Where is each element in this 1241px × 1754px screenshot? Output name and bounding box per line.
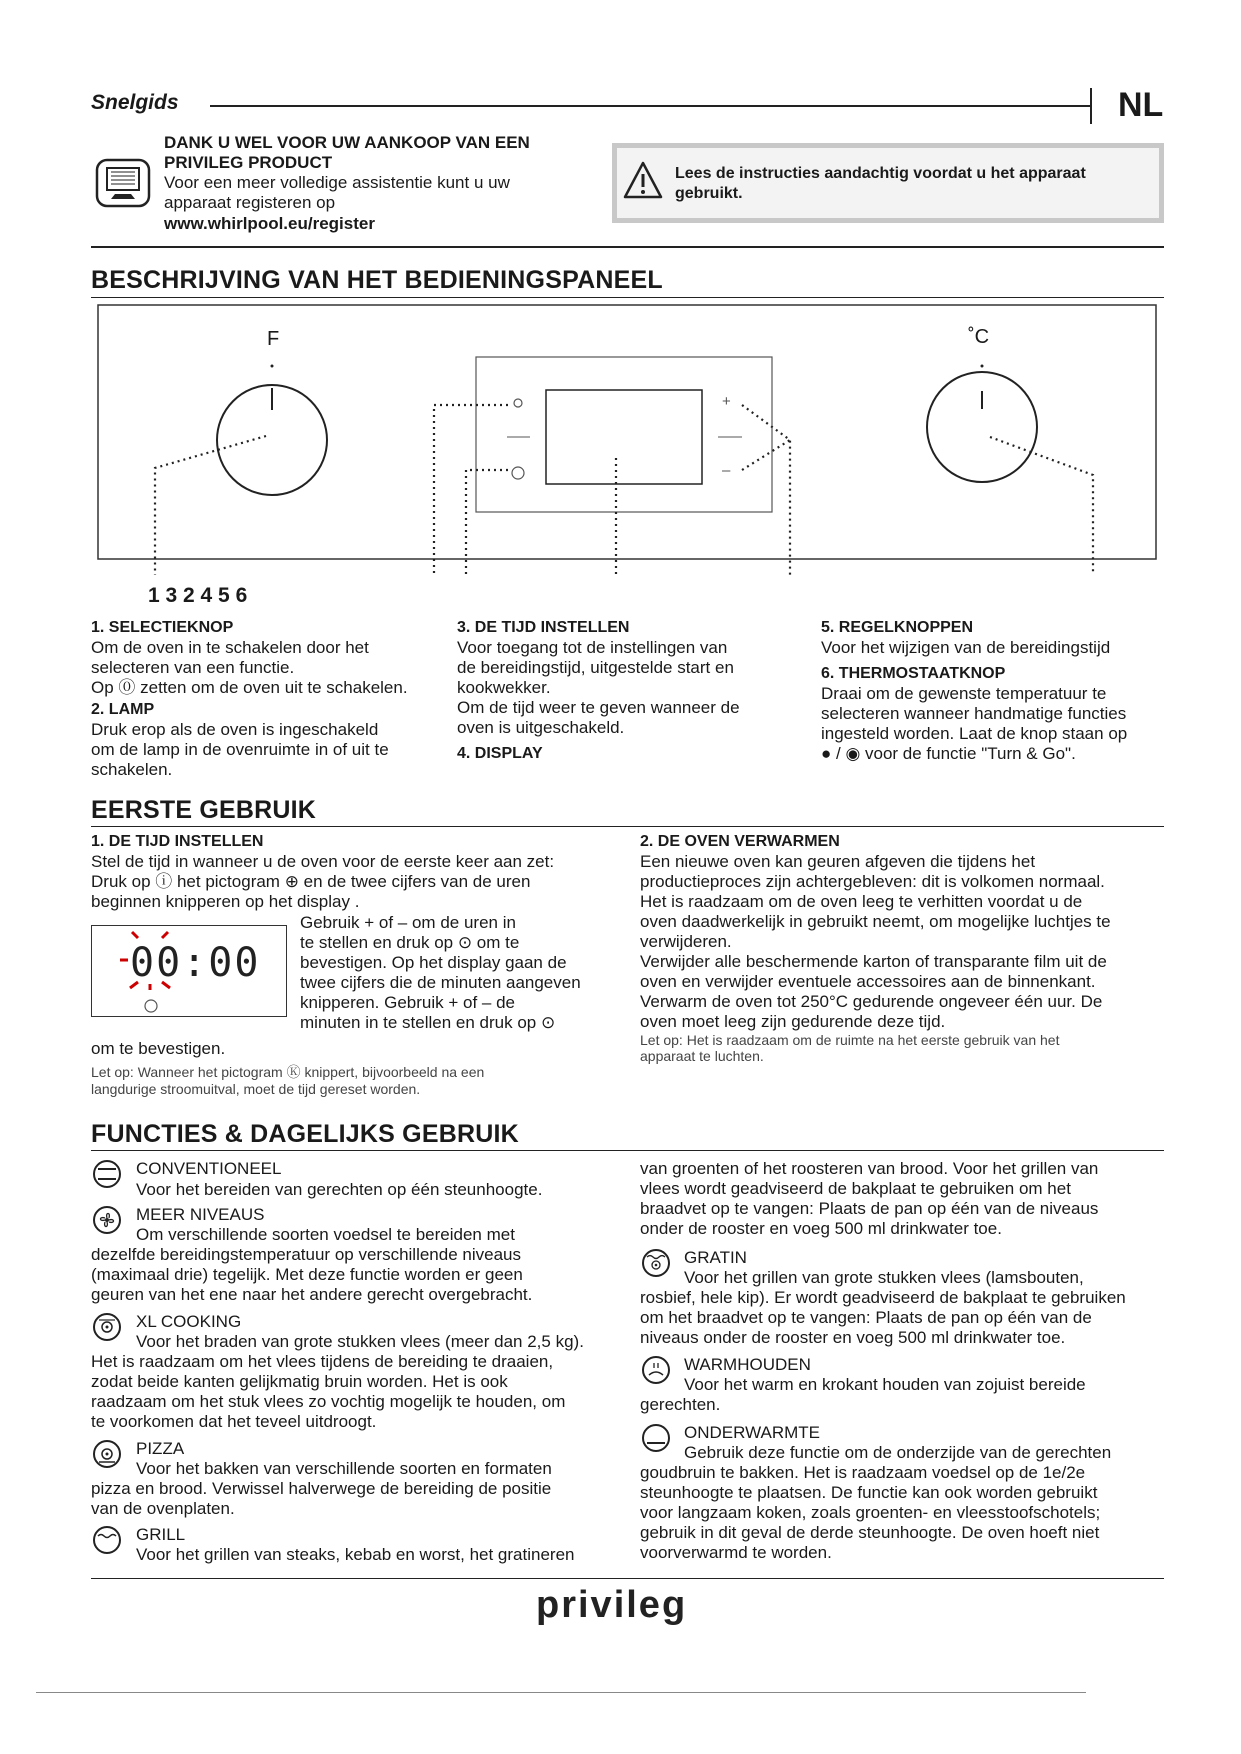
function-desc: vlees wordt geadviseerd de bakplaat te gebruiken om het	[640, 1179, 1071, 1198]
preheat-line: productieproces zijn achtergebleven: dit is volkomen normaal.	[640, 872, 1105, 891]
function-desc: gerechten.	[640, 1395, 721, 1414]
item3-line: Voor toegang tot de instellingen van	[457, 638, 728, 657]
section-title-first-use: EERSTE GEBRUIK	[91, 796, 317, 824]
item2-line: om de lamp in de ovenruimte in of uit te	[91, 740, 389, 759]
header-rule	[210, 105, 1090, 107]
warning-box	[612, 143, 1164, 223]
preheat-line: verwijderen.	[640, 932, 732, 951]
function-desc: rosbief, hele kip). Er wordt geadviseerd de bakplaat te gebruiken	[640, 1288, 1126, 1307]
item4-title: 4. DISPLAY	[457, 745, 543, 762]
function-conventional: CONVENTIONEEL	[136, 1159, 282, 1178]
language-code: NL	[1118, 86, 1164, 124]
set-time-line: knipperen. Gebruik + of – de	[300, 993, 515, 1012]
warning-text-1: Lees de instructies aandachtig voordat u het apparaat	[675, 165, 1086, 182]
function-desc-block	[640, 1443, 1170, 1563]
section-title-functions: FUNCTIES & DAGELIJKS GEBRUIK	[91, 1120, 519, 1148]
set-time-line: Druk op ⓘ het pictogram ⊕ en de twee cijfers van de uren	[91, 872, 531, 891]
function-desc: voorverwarmd te worden.	[640, 1543, 832, 1562]
function-keep-warm: WARMHOUDEN	[684, 1355, 811, 1374]
set-time-line: om te bevestigen.	[91, 1039, 226, 1058]
function-desc: om het braadvet op te vangen: Plaats de pan op één van de	[640, 1308, 1092, 1327]
item3-line: Om de tijd weer te geven wanneer de	[457, 698, 740, 717]
function-desc: Voor het grillen van grote stukken vlees (lamsbouten,	[684, 1268, 1084, 1287]
function-desc-block	[640, 1375, 1170, 1415]
function-desc: zodat beide kanten gelijkmatig bruin worden. Het is ook	[91, 1372, 508, 1391]
function-desc-block	[640, 1268, 1170, 1348]
function-bottom-heat: ONDERWARMTE	[684, 1423, 820, 1442]
function-desc: van de ovenplaten.	[91, 1499, 235, 1518]
function-desc: geuren van het ene naar het andere gerecht overgebracht.	[91, 1285, 533, 1304]
item6-line: Draai om de gewenste temperatuur te	[821, 684, 1107, 703]
knob-label-c: ˚C	[968, 326, 990, 348]
item3-title: 3. DE TIJD INSTELLEN	[457, 619, 630, 636]
preheat-note: apparaat te luchten.	[640, 1048, 764, 1064]
function-desc: Voor het warm en krokant houden van zojuist bereide	[684, 1375, 1086, 1394]
function-desc: onder de rooster en voeg 500 ml drinkwater toe.	[640, 1219, 1002, 1238]
preheat-title: 2. DE OVEN VERWARMEN	[640, 833, 840, 850]
preheat-line: oven daadwerkelijk in gebruikt neemt, om mogelijke luchtjes te	[640, 912, 1111, 931]
preheat-line: Een nieuwe oven kan geuren afgeven die tijdens het	[640, 852, 1036, 871]
preheat-line: oven en verwijder eventuele accessoires aan de binnenkant.	[640, 972, 1096, 991]
preheat-note: Let op: Het is raadzaam om de ruimte na het eerste gebruik van het	[640, 1032, 1060, 1048]
function-desc: Het is raadzaam om het vlees tijdens de bereiding te draaien,	[91, 1352, 554, 1371]
function-desc: van groenten of het roosteren van brood. Voor het grillen van	[640, 1159, 1099, 1178]
thanks-heading-2: PRIVILEG PRODUCT	[164, 153, 333, 172]
function-pizza: PIZZA	[136, 1439, 185, 1458]
function-desc: Voor het grillen van steaks, kebab en worst, het gratineren	[136, 1545, 575, 1564]
thanks-heading-1: DANK U WEL VOOR UW AANKOOP VAN EEN	[164, 133, 530, 152]
item6-title: 6. THERMOSTAATKNOP	[821, 665, 1006, 682]
function-desc: niveaus onder de rooster en voeg 500 ml drinkwater toe.	[640, 1328, 1066, 1347]
function-desc-block	[91, 1332, 631, 1432]
function-desc: Om verschillende soorten voedsel te bereiden met	[136, 1225, 515, 1244]
preheat-line: Verwijder alle beschermende karton of transparante film uit de	[640, 952, 1107, 971]
item5-title: 5. REGELKNOPPEN	[821, 619, 974, 636]
item1-line: Om de oven in te schakelen door het	[91, 638, 369, 657]
item3-line: kookwekker.	[457, 678, 551, 697]
section1-rule	[91, 297, 1164, 298]
function-desc: raadzaam om het stuk vlees zo vochtig mogelijk te houden, om	[91, 1392, 566, 1411]
item1-title: 1. SELECTIEKNOP	[91, 619, 234, 636]
grill-icon	[93, 1526, 121, 1554]
preheat-line: Verwarm de oven tot 250°C gedurende ongeveer één uur. De	[640, 992, 1103, 1011]
item6-line: ingesteld worden. Laat de knop staan op	[821, 724, 1128, 743]
function-desc-block	[91, 1225, 631, 1305]
function-desc: pizza en brood. Verwissel halverwege de bereiding de positie	[91, 1479, 552, 1498]
set-time-line: beginnen knipperen op het display .	[91, 892, 360, 911]
item5-line: Voor het wijzigen van de bereidingstijd	[821, 638, 1111, 657]
set-time-line: Stel de tijd in wanneer u de oven voor de eerste keer aan zet:	[91, 852, 555, 871]
item3-line: oven is uitgeschakeld.	[457, 718, 625, 737]
first-use-left	[91, 832, 631, 912]
function-desc: Voor het bereiden van gerechten op één steunhoogte.	[136, 1180, 543, 1199]
function-desc: steunhoogte te plaatsen. De functie kan ook worden gebruikt	[640, 1483, 1098, 1502]
knob-label-f: F	[267, 328, 280, 350]
function-desc-block	[91, 1459, 631, 1519]
set-time-line: bevestigen. Op het display gaan de	[300, 953, 567, 972]
function-desc: Voor het braden van grote stukken vlees (meer dan 2,5 kg).	[136, 1332, 584, 1351]
callout-numbers: 1 3 2 4 5 6	[148, 584, 248, 607]
brand-logo: privileg	[536, 1584, 688, 1626]
item6-line: ● / ◉ voor de functie "Turn & Go".	[821, 744, 1076, 763]
set-time-line: Gebruik + of – om de uren in	[300, 913, 516, 932]
first-use-right	[640, 832, 1170, 1064]
register-url[interactable]: www.whirlpool.eu/register	[164, 214, 375, 233]
set-time-line: te stellen en druk op ⊙ om te	[300, 933, 520, 952]
item1-line: Op ⓪ zetten om de oven uit te schakelen.	[91, 678, 408, 697]
control-panel-diagram	[0, 300, 1241, 600]
function-desc: gebruik in dit geval de derde steunhoogte. De oven hoeft niet	[640, 1523, 1100, 1542]
page-bottom-rule	[36, 1692, 1086, 1693]
header-title: Snelgids	[91, 91, 179, 114]
function-gratin: GRATIN	[684, 1248, 747, 1267]
thanks-text-1: Voor een meer volledige assistentie kunt u uw	[164, 173, 510, 192]
set-time-note-2: langdurige stroomuitval, moet de tijd gereset worden.	[91, 1081, 421, 1097]
monitor-icon	[95, 158, 151, 208]
function-desc: Gebruik deze functie om de onderzijde van de gerechten	[684, 1443, 1112, 1462]
function-desc: voor langzaam koken, zoals groenten- en vleesstoofschotels;	[640, 1503, 1101, 1522]
set-time-line: minuten in te stellen en druk op ⊙	[300, 1013, 556, 1032]
function-desc: goudbruin te bakken. Het is raadzaam voedsel op de 1e/2e	[640, 1463, 1086, 1482]
top-divider	[91, 246, 1164, 248]
thanks-text-2: apparaat registeren op	[164, 193, 336, 212]
function-desc-block	[640, 1159, 1170, 1239]
preheat-line: oven moet leeg zijn gedurende deze tijd.	[640, 1012, 946, 1031]
item2-line: schakelen.	[91, 760, 173, 779]
function-desc: dezelfde bereidingstemperatuur op verschillende niveaus	[91, 1245, 521, 1264]
item2-title: 2. LAMP	[91, 701, 155, 718]
function-desc: Voor het bakken van verschillende soorten en formaten	[136, 1459, 552, 1478]
function-multilevel: MEER NIVEAUS	[136, 1205, 265, 1224]
function-desc: (maximaal drie) tegelijk. Met deze functie worden er geen	[91, 1265, 523, 1284]
clock-digits: 00:00	[130, 940, 261, 986]
warning-icon	[622, 160, 664, 205]
set-time-note-1: Let op: Wanneer het pictogram Ⓚ knippert, bijvoorbeeld na een	[91, 1064, 485, 1080]
item6-line: selecteren wanneer handmatige functies	[821, 704, 1127, 723]
item2-line: Druk erop als de oven is ingeschakeld	[91, 720, 379, 739]
display-plus[interactable]: +	[722, 393, 731, 410]
set-time-line: twee cijfers die de minuten aangeven	[300, 973, 581, 992]
function-desc: braadvet op te vangen: Plaats de pan op één van de niveaus	[640, 1199, 1099, 1218]
item1-line: selecteren van een functie.	[91, 658, 295, 677]
section-title-control-panel: BESCHRIJVING VAN HET BEDIENINGSPANEEL	[91, 266, 663, 294]
section3-rule	[91, 1150, 1164, 1151]
set-time-title: 1. DE TIJD INSTELLEN	[91, 833, 264, 850]
section2-rule	[91, 826, 1164, 827]
item3-line: de bereidingstijd, uitgestelde start en	[457, 658, 734, 677]
footer-rule	[91, 1578, 1164, 1579]
conventional-icon	[93, 1160, 121, 1188]
clock-display	[91, 925, 287, 1017]
first-use-side-text	[300, 913, 630, 1033]
function-desc: te voorkomen dat het teveel uitdroogt.	[91, 1412, 377, 1431]
preheat-line: Het is raadzaam om de oven leeg te verhitten voordat u de	[640, 892, 1083, 911]
function-grill: GRILL	[136, 1525, 186, 1544]
warning-text-2: gebruikt.	[675, 185, 743, 202]
display-minus[interactable]: –	[722, 462, 731, 479]
header-rule-tick	[1090, 88, 1092, 124]
function-xl-cooking: XL COOKING	[136, 1312, 242, 1331]
